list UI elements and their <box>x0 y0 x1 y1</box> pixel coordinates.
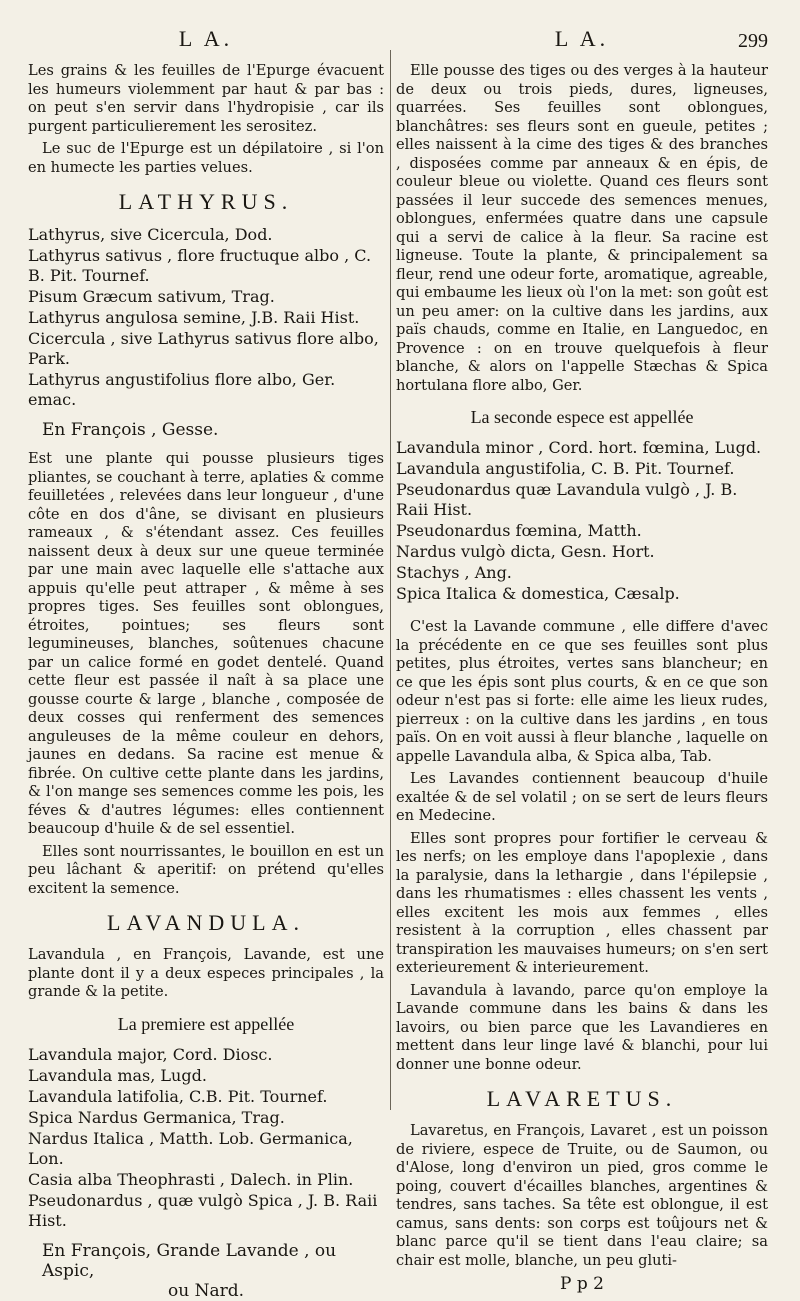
second-species-heading: La seconde espece est appellée <box>470 407 694 427</box>
synonym-line: Pseudonardus quæ Lavandula vulgò , J. B. Raii Hist. <box>396 480 738 519</box>
synonym-line: Lathyrus angustifolius flore albo, Ger. emac. <box>28 370 336 409</box>
synonym-line: Lathyrus, sive Cicercula, Dod. <box>28 225 273 244</box>
synonym-line: Lavandula angustifolia, C. B. Pit. Tournef. <box>396 459 735 478</box>
running-head-left: L A. <box>178 26 234 51</box>
right-column <box>396 20 768 1294</box>
synonym-line: Lavandula mas, Lugd. <box>28 1065 207 1085</box>
lathyrus-properties: Elles sont nourrissantes, le bouillon en est un peu lâchant & aperitif: on prétend qu'elles excitent la semence. <box>28 842 384 897</box>
lavandula-minor-body <box>396 618 768 1074</box>
lavandula-minor-synonyms <box>396 438 768 604</box>
minor-description: C'est la Lavande commune , elle differe d'avec la précédente en ce que ses feuilles sont plus petites, plus étroites, vertes sans blancheur; en ce que les épis sont plus courts, & en ce que son odeur n'est pas si forte: elle aime les lieux rudes, pierreux : on la cultive dans les jardins , en tous païs. On en voit aussi à fleur blanche , laquelle on appelle Lavandula alba, & Spica alba, Tab. <box>396 618 768 765</box>
synonym-line: Stachys , Ang. <box>396 563 512 582</box>
epurge-paragraph-1: Les grains & les feuilles de l'Epurge évacuent les humeurs violemment par haut & par bas : on peut s'en servir dans l'hydropisie , car ils purgent particulierement les serositez. <box>28 62 384 135</box>
first-species-heading: La premiere est appellée <box>117 1013 295 1034</box>
epurge-paragraph-2: Le suc de l'Epurge est un dépilatoire , si l'on en humecte les parties velues. <box>28 140 384 176</box>
synonym-line: Cicercula , sive Lathyrus sativus flore albo, Park. <box>28 329 379 368</box>
synonym-line: Casia alba Theophrasti , Dalech. in Plin. <box>28 1169 354 1189</box>
synonym-line: Pseudonardus , quæ vulgò Spica , J. B. Raii Hist. <box>28 1190 378 1230</box>
lavandula-major-description <box>396 62 768 395</box>
signature-mark: P p 2 <box>560 1274 604 1294</box>
synonym-line: Pseudonardus fœmina, Matth. <box>396 521 642 540</box>
lavaretus-body-wrap <box>396 1122 768 1270</box>
lavaretus-heading: LAVARETUS. <box>486 1086 678 1111</box>
synonym-line: Nardus vulgò dicta, Gesn. Hort. <box>396 542 655 561</box>
synonym-line: Lavandula latifolia, C.B. Pit. Tournef. <box>28 1086 328 1106</box>
synonym-line: Lathyrus angulosa semine, J.B. Raii Hist. <box>28 308 360 327</box>
lavender-contents: Les Lavandes contiennent beaucoup d'huile exaltée & de sel volatil ; on se sert de leurs fleurs en Medecine. <box>396 770 768 824</box>
lavender-uses: Elles sont propres pour fortifier le cerveau & les nerfs; on les employe dans l'apoplexie , dans la paralysie, dans la lethargie , dans l'épilepsie , dans les rhumatismes : elles chassent les vents , elles excitent les mois aux femmes , elles resistent à la corruption , elles chassent par transpiration les mauvaises humeurs; on s'en sert exterieurement & interieurement. <box>396 829 768 976</box>
intro-section <box>28 62 384 177</box>
lathyrus-french-name: En François , Gesse. <box>42 420 219 440</box>
synonym-line: Spica Italica & domestica, Cæsalp. <box>396 584 680 603</box>
major-description: Elle pousse des tiges ou des verges à la hauteur de deux ou trois pieds, dures, ligneuses, quarrées. Ses feuilles sont oblongues, blanchâtres: ses fleurs sont en gueule, petites ; elles naissent à la cime des tiges & des branches , disposées comme par anneaux & en épis, de couleur bleue ou violette. Quand ces fleurs sont passées il leur succede des semences menues, oblongues, enfermées quatre dans une capsule qui a servi de calice à la fleur. Sa racine est ligneuse. Toute la plante, & principalement sa fleur, rend une odeur forte, aromatique, agreable, qui embaume les lieux où l'on la met: son goût est un peu amer: on la cultive dans les jardins, aux païs chauds, comme en Italie, en Languedoc, en Provence : on en trouve quelquefois à fleur blanche, & alors on l'appelle Stæchas & Spica hortulana flore albo, Ger. <box>396 62 768 394</box>
page-number: 299 <box>738 30 768 52</box>
synonym-line: Spica Nardus Germanica, Trag. <box>28 1107 285 1127</box>
lavandula-french-name: En François, Grande Lavande , ou Aspic, <box>42 1240 337 1281</box>
running-head-right: L A. <box>554 26 610 51</box>
lathyrus-heading: LATHYRUS. <box>118 189 294 214</box>
synonym-line: Nardus Italica , Matth. Lob. Germanica, Lon. <box>28 1128 353 1168</box>
left-column <box>28 20 384 1301</box>
lavandula-heading: LAVANDULA. <box>107 910 305 935</box>
lavandula-french-name-2: ou Nard. <box>168 1280 245 1301</box>
lathyrus-description: Est une plante qui pousse plusieurs tiges pliantes, se couchant à terre, aplaties & comme feuilletées , relevées dans leur longueur , d'une côte en dos d'âne, se divisant en plusieurs rameaux , & s'étendant assez. Ces feuilles naissent deux à deux sur une queue terminée par une main avec laquelle elle s'attache aux appuis qu'elle peut attraper , & même à ses propres tiges. Ses feuilles sont oblongues, étroites, pointues; ses fleurs sont legumineuses, blanches, soûtenues chacune par un calice formé en godet dentelé. Quand cette fleur est passée il naît à sa place une gousse courte & large , blanche , composée de deux cosses qui renferment des semences anguleuses de la même couleur en dehors, jaunes en dedans. Sa racine est menue & fibrée. On cultive cette plante dans les jardins, & l'on mange ses semences comme les pois, les féves & d'autres légumes: elles contiennent beaucoup d'huile & de sel essentiel. <box>28 450 384 837</box>
synonym-line: Lavandula major, Cord. Diosc. <box>28 1044 273 1064</box>
lavender-etymology: Lavandula à lavando, parce qu'on employe la Lavande commune dans les bains & dans les lavoirs, ou bien parce que les Lavandieres en mettent dans leur linge lavé & blanchi, pour lui donner une bonne odeur. <box>396 981 768 1073</box>
lavandula-intro-wrap <box>28 946 384 1002</box>
lavandula-intro: Lavandula , en François, Lavande, est une plante dont il y a deux especes principales , la grande & la petite. <box>28 946 384 1000</box>
synonym-line: Pisum Græcum sativum, Trag. <box>28 287 275 306</box>
lathyrus-synonyms <box>28 225 384 410</box>
synonym-line: Lavandula minor , Cord. hort. fœmina, Lugd. <box>396 438 762 457</box>
lavandula-major-synonyms <box>28 1045 384 1231</box>
lavaretus-body: Lavaretus, en François, Lavaret , est un poisson de riviere, espece de Truite, ou de Saumon, ou d'Alose, long d'environ un pied, gros comme le poing, couvert d'écailles blanches, argentines & tendres, sans taches. Sa tête est oblongue, il est camus, sans dents: son corps est toûjours net & blanc parce qu'il se tient dans l'eau claire; sa chair est molle, blanche, un peu gluti- <box>396 1122 768 1269</box>
synonym-line: Lathyrus sativus , flore fructuque albo , C. B. Pit. Tournef. <box>28 246 372 285</box>
column-divider <box>390 50 391 1110</box>
lathyrus-body <box>28 450 384 898</box>
